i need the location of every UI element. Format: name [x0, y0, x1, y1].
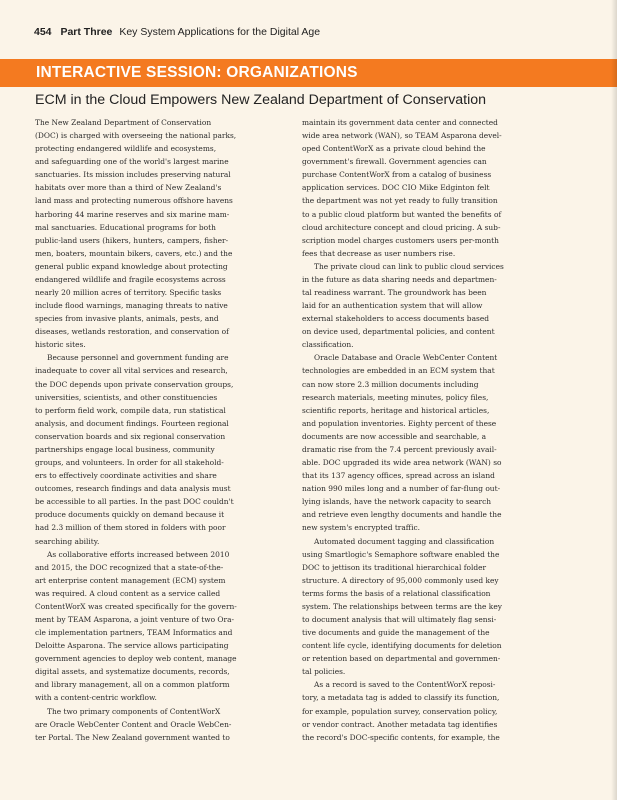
page-edge-shadow [611, 0, 617, 800]
text-line: ter Portal. The New Zealand government wanted to [35, 732, 230, 742]
text-line: The private cloud can link to public cloud services [314, 261, 504, 271]
text-line: DOC to jettison its traditional hierarchical folder [302, 562, 487, 572]
left-column [35, 116, 277, 744]
text-line: can now store 2.3 million documents including [302, 379, 479, 389]
text-line: universities, scientists, and other constituencies [35, 392, 218, 402]
text-line: lying islands, have the network capacity to search [302, 497, 492, 507]
text-line: As a record is saved to the ContentWorX reposi- [314, 680, 496, 690]
text-line: analysis, and document findings. Fourteen regional [35, 418, 229, 428]
text-line: tive documents and guide the management of the [302, 628, 490, 638]
banner-title: INTERACTIVE SESSION: ORGANIZATIONS [36, 64, 358, 81]
text-line: Because personnel and government funding are [47, 353, 229, 363]
text-line: tal policies. [302, 667, 346, 677]
text-line: men, boaters, mountain bikers, cavers, etc.) and the [35, 248, 233, 258]
text-line: searching ability. [35, 536, 100, 546]
text-line: the department was not yet ready to fully transition [302, 196, 498, 206]
text-line: ment by TEAM Asparona, a joint venture of two Ora- [35, 614, 235, 624]
text-line: system. The relationships between terms are the key [302, 601, 502, 611]
text-line: sanctuaries. Its mission includes preserving natural [35, 170, 231, 180]
page-number: 454 [34, 26, 52, 38]
session-banner [0, 59, 617, 87]
text-line: be accessible to all parties. In the past DOC couldn't [35, 497, 234, 507]
text-line: digital assets, and systematize documents, records, [35, 667, 230, 677]
text-line: partnerships engage local business, community [35, 444, 215, 454]
text-line: in the future as data sharing needs and departmen- [302, 274, 497, 284]
text-line: to a public cloud platform but wanted the benefits of [302, 209, 502, 219]
text-line: that its 137 agency offices, spread across an island [302, 471, 495, 481]
text-line: conservation boards and six regional conservation [35, 431, 226, 441]
text-line: with a content-centric workflow. [35, 693, 157, 703]
text-line: Oracle Database and Oracle WebCenter Content [314, 353, 498, 363]
text-line: and safeguarding one of the world's largest marine [35, 157, 229, 167]
text-line: cle implementation partners, TEAM Informatics and [35, 628, 233, 638]
text-line: harboring 44 marine reserves and six marine mam- [35, 209, 230, 219]
text-line: dramatic rise from the 7.4 percent previously avail- [302, 444, 497, 454]
text-line: research materials, meeting minutes, policy files, [302, 392, 489, 402]
text-line: able. DOC upgraded its wide area network (WAN) so [302, 458, 502, 468]
text-line: (DOC) is charged with overseeing the national parks, [35, 131, 237, 141]
section-label: Key System Applications for the Digital Age [119, 26, 321, 38]
text-line: include flood warnings, managing threats to native [35, 301, 228, 311]
text-line: outcomes, research findings and data analysis must [35, 484, 231, 494]
text-line: on device used, departmental policies, and content [302, 327, 495, 337]
text-line: scription model charges customers users per-month [302, 235, 499, 245]
text-line: art enterprise content management (ECM) system [35, 575, 226, 585]
text-line: and retrieve even lengthy documents and handle the [302, 510, 502, 520]
text-line: the record's DOC-specific contents, for example, the [302, 732, 500, 742]
text-line: tal readiness warrant. The groundwork has been [302, 288, 487, 298]
text-line: diseases, wetlands restoration, and conservation of [35, 327, 229, 337]
text-line: oped ContentWorX as a private cloud behind the [302, 144, 486, 154]
text-line: tory, a metadata tag is added to classify its function, [302, 693, 500, 703]
text-line: to document analysis that will ultimately flag sensi- [302, 614, 497, 624]
text-line: new system's encrypted traffic. [302, 523, 420, 533]
text-line: mal sanctuaries. Educational programs for both [35, 222, 216, 232]
text-line: using Smartlogic's Semaphore software enabled the [302, 549, 500, 559]
text-line: structure. A directory of 95,000 commonly used key [302, 575, 499, 585]
text-line: species from invasive plants, animals, pests, and [35, 314, 219, 324]
text-line: ers to effectively coordinate activities and share [35, 471, 217, 481]
text-line: The New Zealand Department of Conservation [35, 118, 212, 127]
text-line: general public expand knowledge about protecting [35, 261, 228, 271]
text-line: terms forms the basis of a relational classification [302, 588, 491, 598]
text-line: inadequate to cover all vital services and research, [35, 366, 228, 376]
text-line: external stakeholders to access documents based [302, 314, 489, 324]
text-line: content life cycle, identifying documents for deletion [302, 641, 502, 651]
text-line: historic sites. [35, 340, 86, 350]
text-line: public-land users (hikers, hunters, campers, fisher- [35, 235, 229, 245]
text-line: was required. A cloud content as a service called [35, 588, 221, 598]
text-line: technologies are embedded in an ECM system that [302, 366, 495, 376]
text-line: nearly 20 million acres of territory. Specific tasks [35, 288, 222, 298]
text-line: Automated document tagging and classification [314, 536, 495, 546]
text-line: Deloitte Asparona. The service allows participating [35, 641, 229, 651]
text-line: maintain its government data center and connected [302, 118, 498, 127]
text-line: groups, and volunteers. In order for all stakehold- [35, 458, 224, 468]
text-line: protecting endangered wildlife and ecosystems, [35, 144, 217, 154]
text-line: nation 990 miles long and a number of far-flung out- [302, 484, 501, 494]
text-line: and library management, all on a common platform [35, 680, 230, 690]
text-line: purchase ContentWorX from a catalog of business [302, 170, 492, 180]
text-line: government agencies to deploy web content, manage [35, 654, 237, 664]
text-line: wide area network (WAN), so TEAM Asparona devel- [302, 131, 502, 141]
text-line: cloud architecture concept and cloud pricing. A sub- [302, 222, 501, 232]
text-line: ContentWorX was created specifically for the govern- [35, 601, 237, 611]
text-line: application services. DOC CIO Mike Edginton felt [302, 183, 490, 193]
text-line: endangered wildlife and fragile ecosystems across [35, 274, 226, 284]
part-label: Part Three [60, 26, 113, 38]
text-line: government's firewall. Government agencies can [302, 157, 487, 167]
text-line: documents are now accessible and searchable, a [302, 431, 487, 441]
text-line: scientific reports, heritage and historical articles, [302, 405, 490, 415]
text-line: or retention based on departmental and governmen- [302, 654, 501, 664]
right-column [302, 116, 544, 744]
text-line: for example, population survey, conservation policy, [302, 706, 498, 716]
text-line: habitats over more than a third of New Zealand's [35, 183, 222, 193]
text-line: As collaborative efforts increased between 2010 [47, 549, 230, 559]
text-line: had 2.3 million of them stored in folders with poor [35, 523, 226, 533]
article-title: ECM in the Cloud Empowers New Zealand Department of Conservation [35, 92, 487, 108]
text-line: land mass and protecting numerous offshore havens [35, 196, 233, 206]
text-line: laid for an authentication system that will allow [302, 301, 483, 311]
text-line: are Oracle WebCenter Content and Oracle WebCen- [35, 719, 232, 729]
text-line: and population inventories. Eighty percent of these [302, 418, 497, 428]
text-line: produce documents quickly on demand because it [35, 510, 225, 520]
text-line: to perform field work, compile data, run statistical [35, 405, 226, 415]
text-line: or vendor contract. Another metadata tag identifies [302, 719, 498, 729]
text-line: classification. [302, 340, 354, 350]
text-line: The two primary components of ContentWorX [47, 706, 221, 716]
text-line: and 2015, the DOC recognized that a state-of-the- [35, 562, 224, 572]
running-head [34, 26, 320, 38]
text-line: fees that decrease as user numbers rise. [302, 248, 456, 258]
text-line: the DOC depends upon private conservation groups, [35, 379, 234, 389]
